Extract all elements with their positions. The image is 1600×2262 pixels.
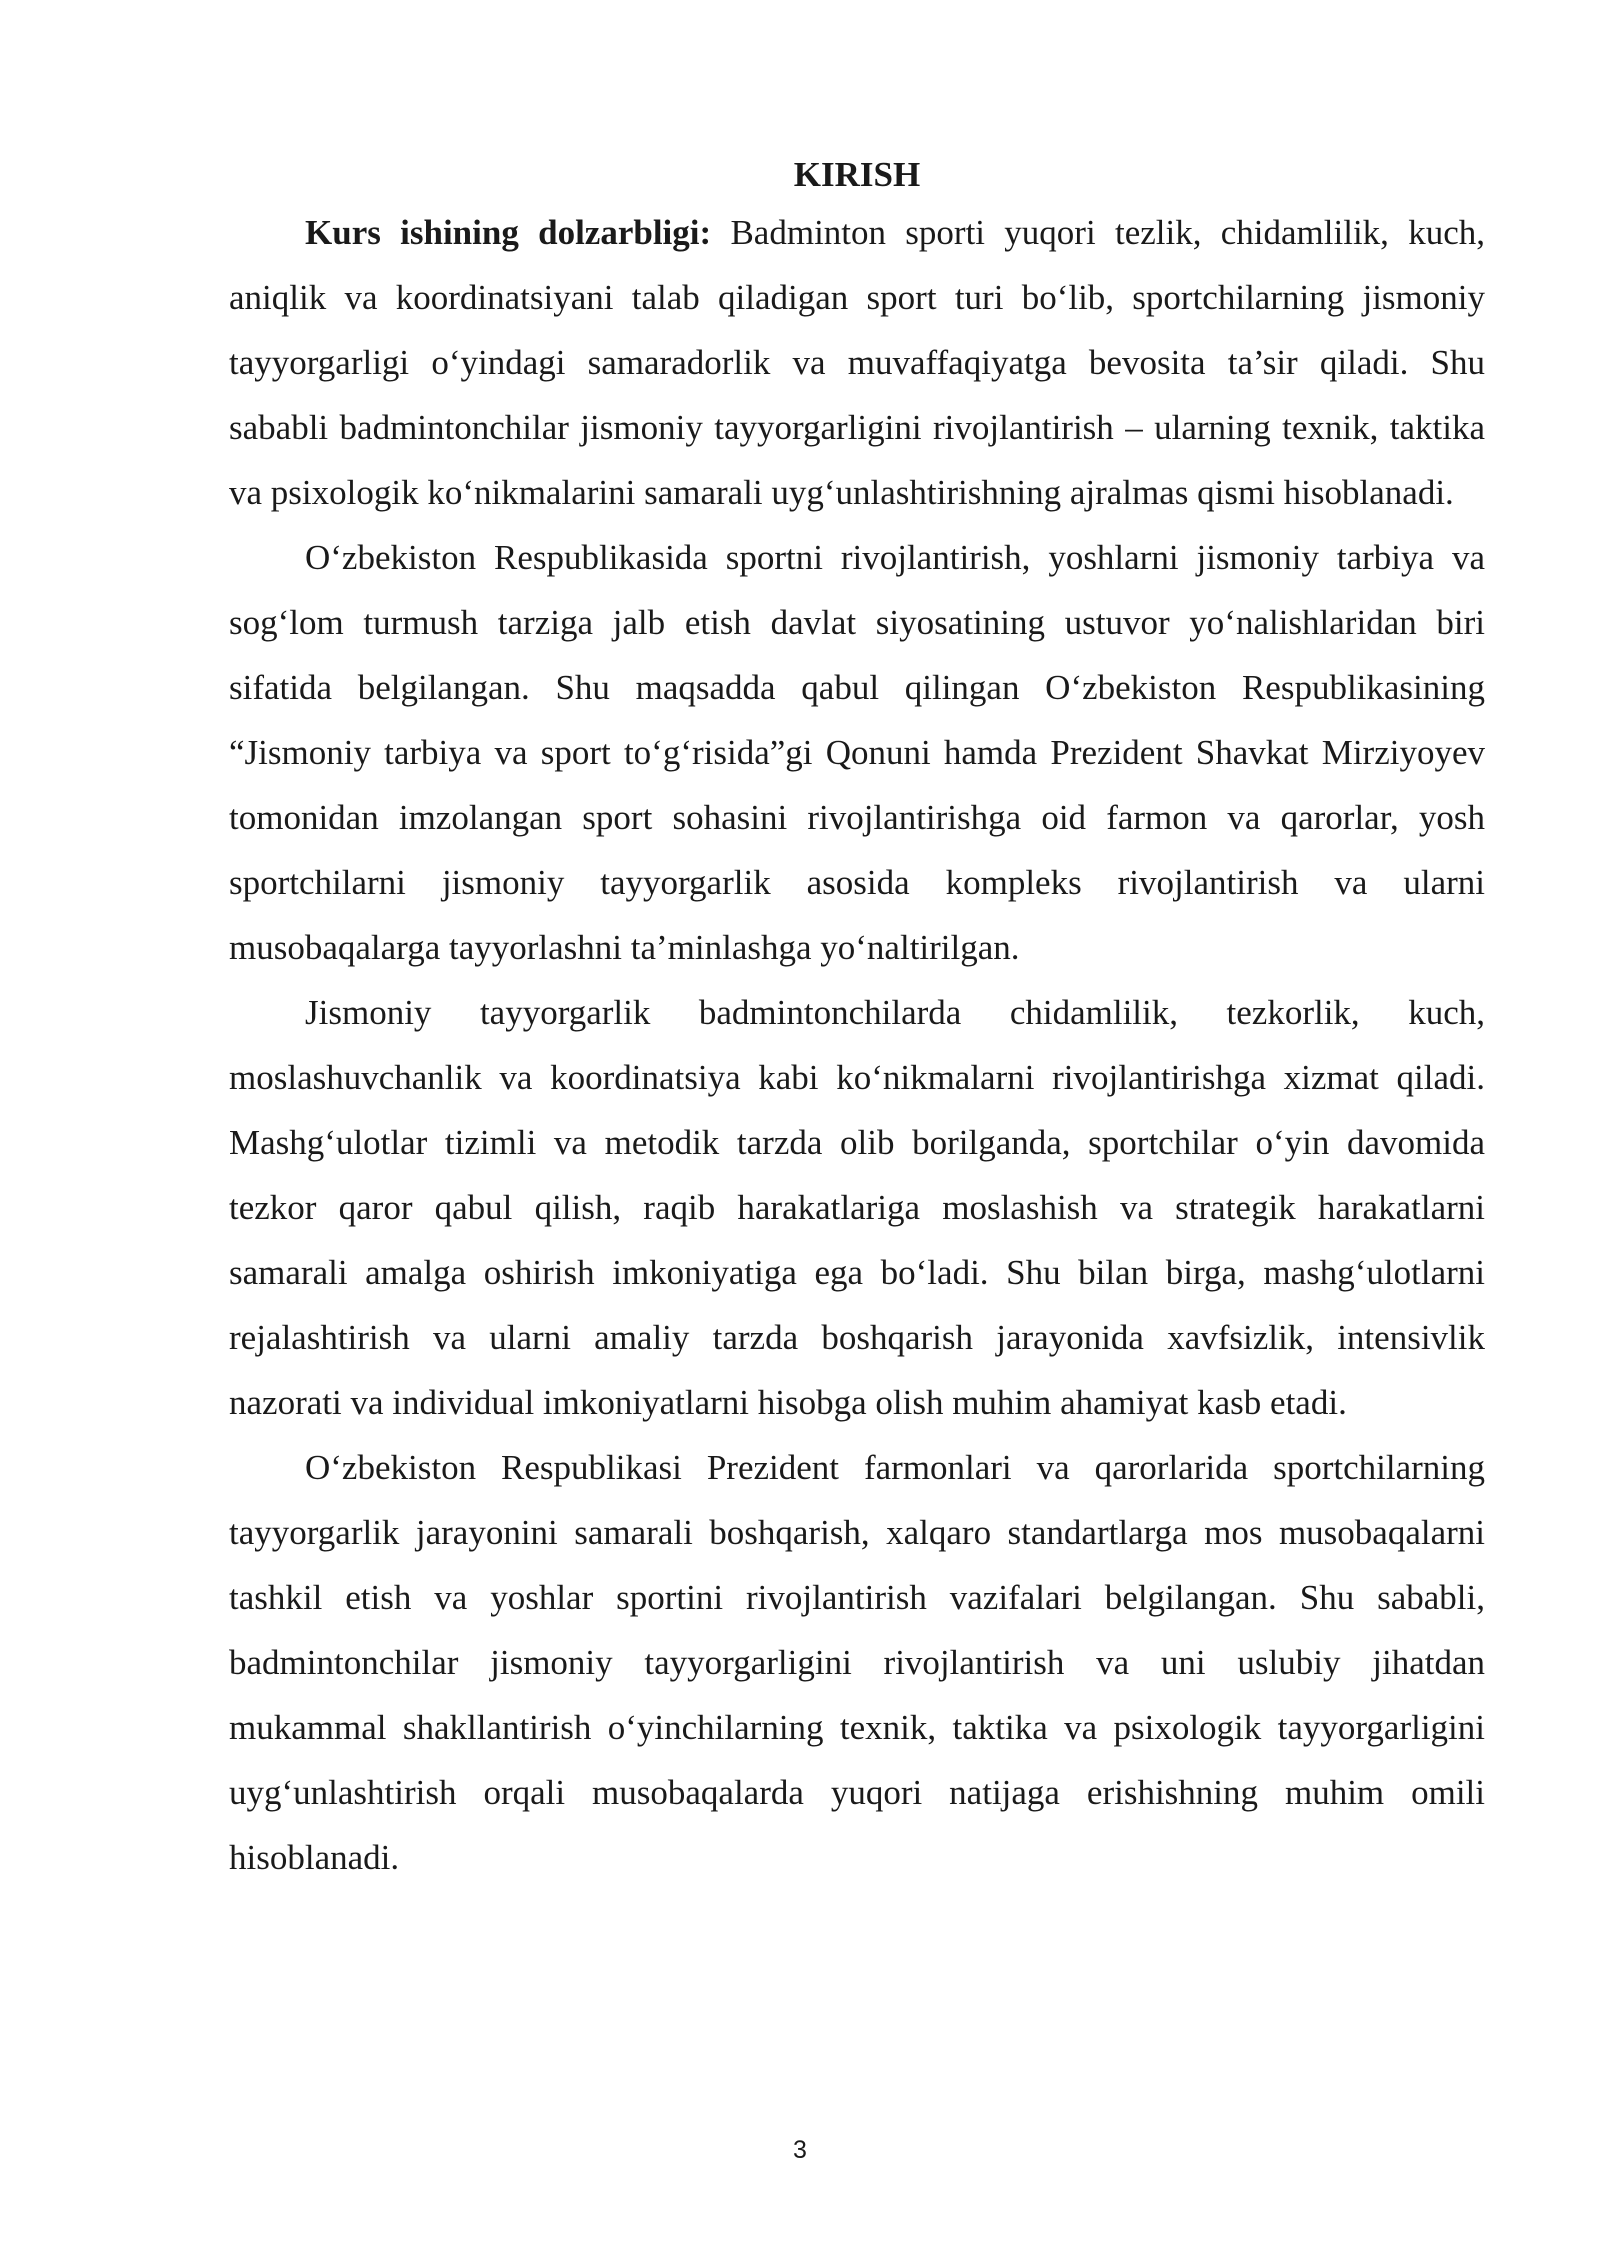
section-heading: KIRISH (793, 155, 921, 194)
paragraph-text: Badminton sporti yuqori tezlik, chidamlilik, kuch, aniqlik va koordinatsiyani talab qiladigan sport turi bo‘lib, sportchilarning jismoniy tayyorgarligi o‘yindagi samaradorlik va muvaffaqiyatga bevosita ta’sir qiladi. Shu sababli badmintonchilar jismoniy tayyorgarligini rivojlantirish – ularning texnik, taktika va psixologik ko‘nikmalarini samarali uyg‘unlashtirishning ajralmas qismi hisoblanadi. (229, 213, 1485, 512)
page-body (229, 150, 1485, 1890)
page-number: 3 (793, 2136, 807, 2164)
paragraph-physical-training: Jismoniy tayyorgarlik badmintonchilarda chidamlilik, tezkorlik, kuch, moslashuvchanlik va koordinatsiya kabi ko‘nikmalarni rivojlantirishga xizmat qiladi. Mashg‘ulotlar tizimli va metodik tarzda olib borilganda, sportchilar o‘yin davomida tezkor qaror qabul qilish, raqib harakatlariga moslashish va strategik harakatlarni samarali amalga oshirish imkoniyatiga ega bo‘ladi. Shu bilan birga, mashg‘ulotlarni rejalashtirish va ularni amaliy tarzda boshqarish jarayonida xavfsizlik, intensivlik nazorati va individual imkoniyatlarni hisobga olish muhim ahamiyat kasb etadi. (229, 993, 1485, 1422)
paragraph-presidential-decrees: O‘zbekiston Respublikasi Prezident farmonlari va qarorlarida sportchilarning tayyorgarlik jarayonini samarali boshqarish, xalqaro standartlarga mos musobaqalarni tashkil etish va yoshlar sportini rivojlantirish vazifalari belgilangan. Shu sababli, badmintonchilar jismoniy tayyorgarligini rivojlantirish va uni uslubiy jihatdan mukammal shakllantirish o‘yinchilarning texnik, taktika va psixologik tayyorgarligini uyg‘unlashtirish orqali musobaqalarda yuqori natijaga erishishning muhim omili hisoblanadi. (229, 1448, 1485, 1877)
paragraph-lead: Kurs ishining dolzarbligi: (305, 213, 712, 252)
paragraph-state-policy: O‘zbekiston Respublikasida sportni rivojlantirish, yoshlarni jismoniy tarbiya va sog‘lom turmush tarziga jalb etish davlat siyosatining ustuvor yo‘nalishlaridan biri sifatida belgilangan. Shu maqsadda qabul qilingan O‘zbekiston Respublikasining “Jismoniy tarbiya va sport to‘g‘risida”gi Qonuni hamda Prezident Shavkat Mirziyoyev tomonidan imzolangan sport sohasini rivojlantirishga oid farmon va qarorlar, yosh sportchilarni jismoniy tayyorgarlik asosida kompleks rivojlantirish va ularni musobaqalarga tayyorlashni ta’minlashga yo‘naltirilgan. (229, 538, 1485, 967)
paragraph-relevance (229, 200, 1485, 525)
